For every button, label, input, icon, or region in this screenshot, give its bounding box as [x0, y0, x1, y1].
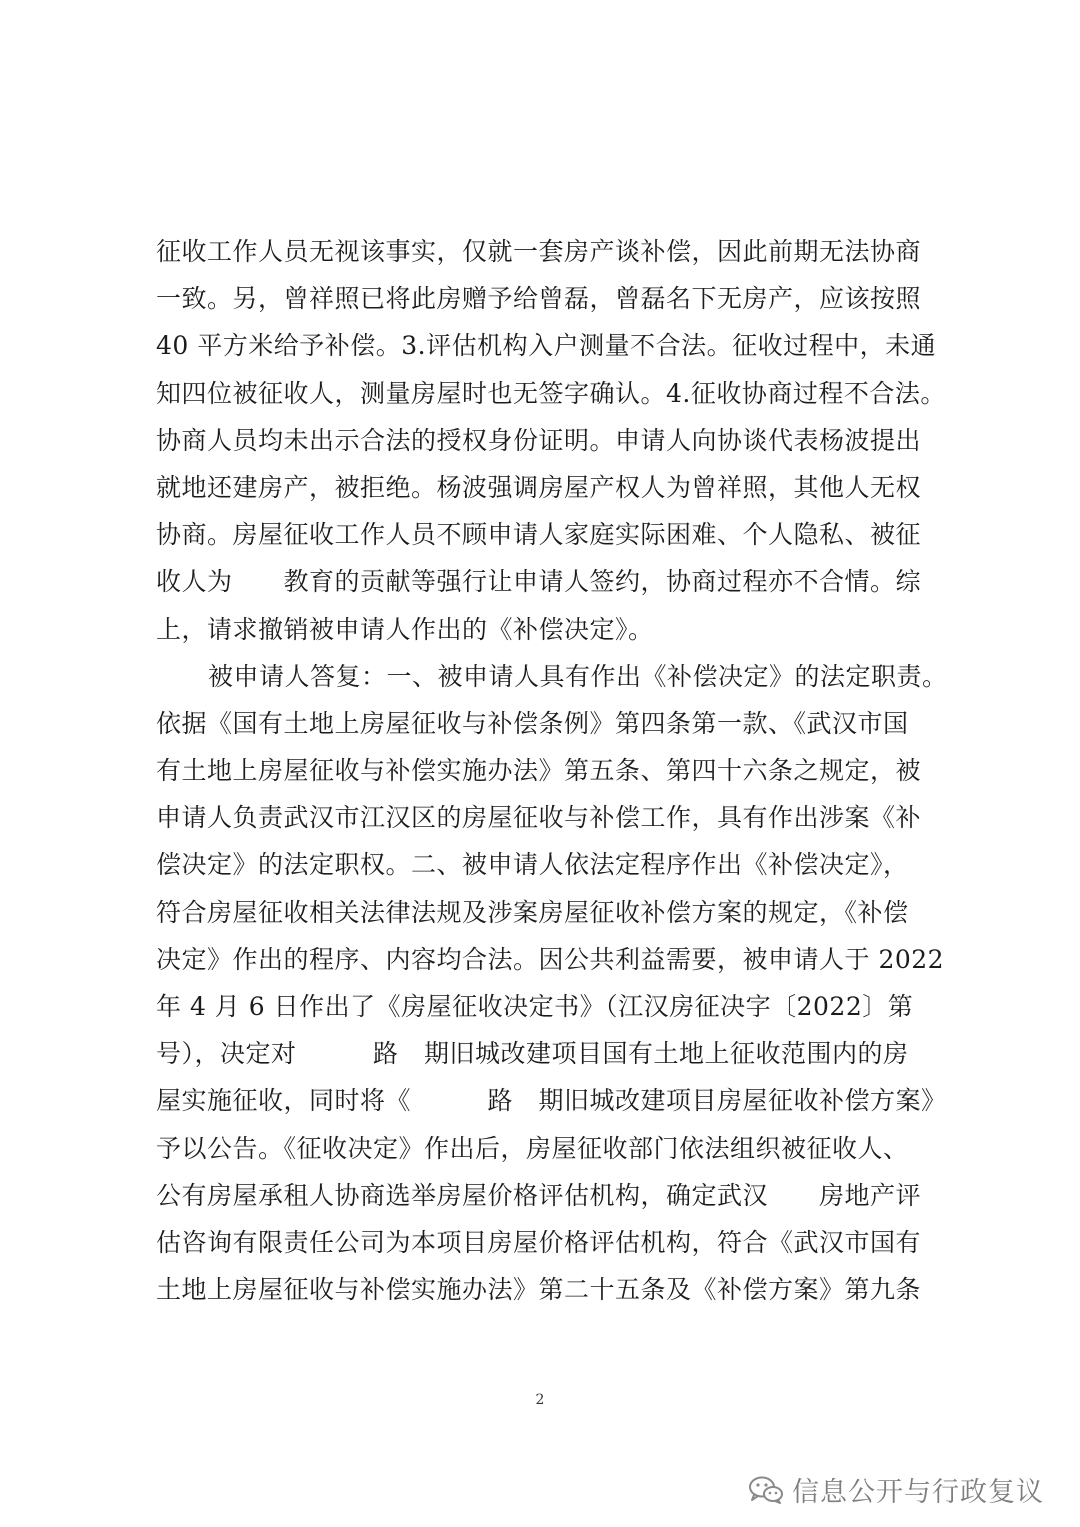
- watermark-text: 信息公开与行政复议: [792, 1477, 1044, 1508]
- text-line: 依据《国有土地上房屋征收与补偿条例》第四条第一款、《武汉市国: [156, 708, 909, 738]
- text-line: 号），决定对 路 期旧城改建项目国有土地上征收范围内的房: [156, 1039, 909, 1069]
- text-line: 知四位被征收人，测量房屋时也无签字确认。4.征收协商过程不合法。: [156, 378, 946, 408]
- text-line: 协商人员均未出示合法的授权身份证明。申请人向协谈代表杨波提出: [156, 425, 922, 455]
- text-line: 一致。另，曾祥照已将此房赠予给曾磊，曾磊名下无房产，应该按照: [156, 284, 922, 314]
- text-line: 就地还建房产，被拒绝。杨波强调房屋产权人为曾祥照，其他人无权: [156, 472, 922, 502]
- text-line: 偿决定》的法定职权。二、被申请人依法定程序作出《补偿决定》，: [156, 850, 909, 880]
- text-line: 被申请人答复：一、被申请人具有作出《补偿决定》的法定职责。: [208, 661, 948, 691]
- text-line: 上，请求撤销被申请人作出的《补偿决定》。: [156, 614, 654, 644]
- text-line: 40 平方米给予补偿。3.评估机构入户测量不合法。征收过程中，未通: [156, 331, 937, 361]
- page-number: 2: [535, 1392, 545, 1408]
- text-line: 收人为 教育的贡献等强行让申请人签约，协商过程亦不合情。综: [156, 567, 922, 597]
- text-line: 申请人负责武汉市江汉区的房屋征收与补偿工作，具有作出涉案《补: [156, 803, 922, 833]
- text-line: 有土地上房屋征收与补偿实施办法》第五条、第四十六条之规定，被: [156, 756, 922, 786]
- wechat-icon: [748, 1476, 784, 1504]
- text-line: 征收工作人员无视该事实，仅就一套房产谈补偿，因此前期无法协商: [156, 237, 922, 266]
- text-line: 屋实施征收，同时将《 路 期旧城改建项目房屋征收补偿方案》: [156, 1086, 947, 1116]
- text-line: 决定》作出的程序、内容均合法。因公共利益需要，被申请人于 2022: [156, 944, 945, 974]
- text-line: 符合房屋征收相关法律法规及涉案房屋征收补偿方案的规定，《补偿: [156, 897, 909, 927]
- text-line: 土地上房屋征收与补偿实施办法》第二十五条及《补偿方案》第九条: [156, 1275, 922, 1305]
- text-line: 协商。房屋征收工作人员不顾申请人家庭实际困难、个人隐私、被征: [156, 520, 922, 550]
- text-line: 年 4 月 6 日作出了《房屋征收决定书》（江汉房征决字〔2022〕第: [156, 992, 914, 1021]
- text-line: 予以公告。《征收决定》作出后，房屋征收部门依法组织被征收人、: [156, 1133, 909, 1163]
- text-line: 公有房屋承租人协商选举房屋价格评估机构，确定武汉 房地产评: [156, 1180, 922, 1210]
- document-body: [156, 228, 956, 1313]
- watermark: [748, 1470, 1044, 1509]
- text-line: 估咨询有限责任公司为本项目房屋价格评估机构，符合《武汉市国有: [156, 1227, 922, 1257]
